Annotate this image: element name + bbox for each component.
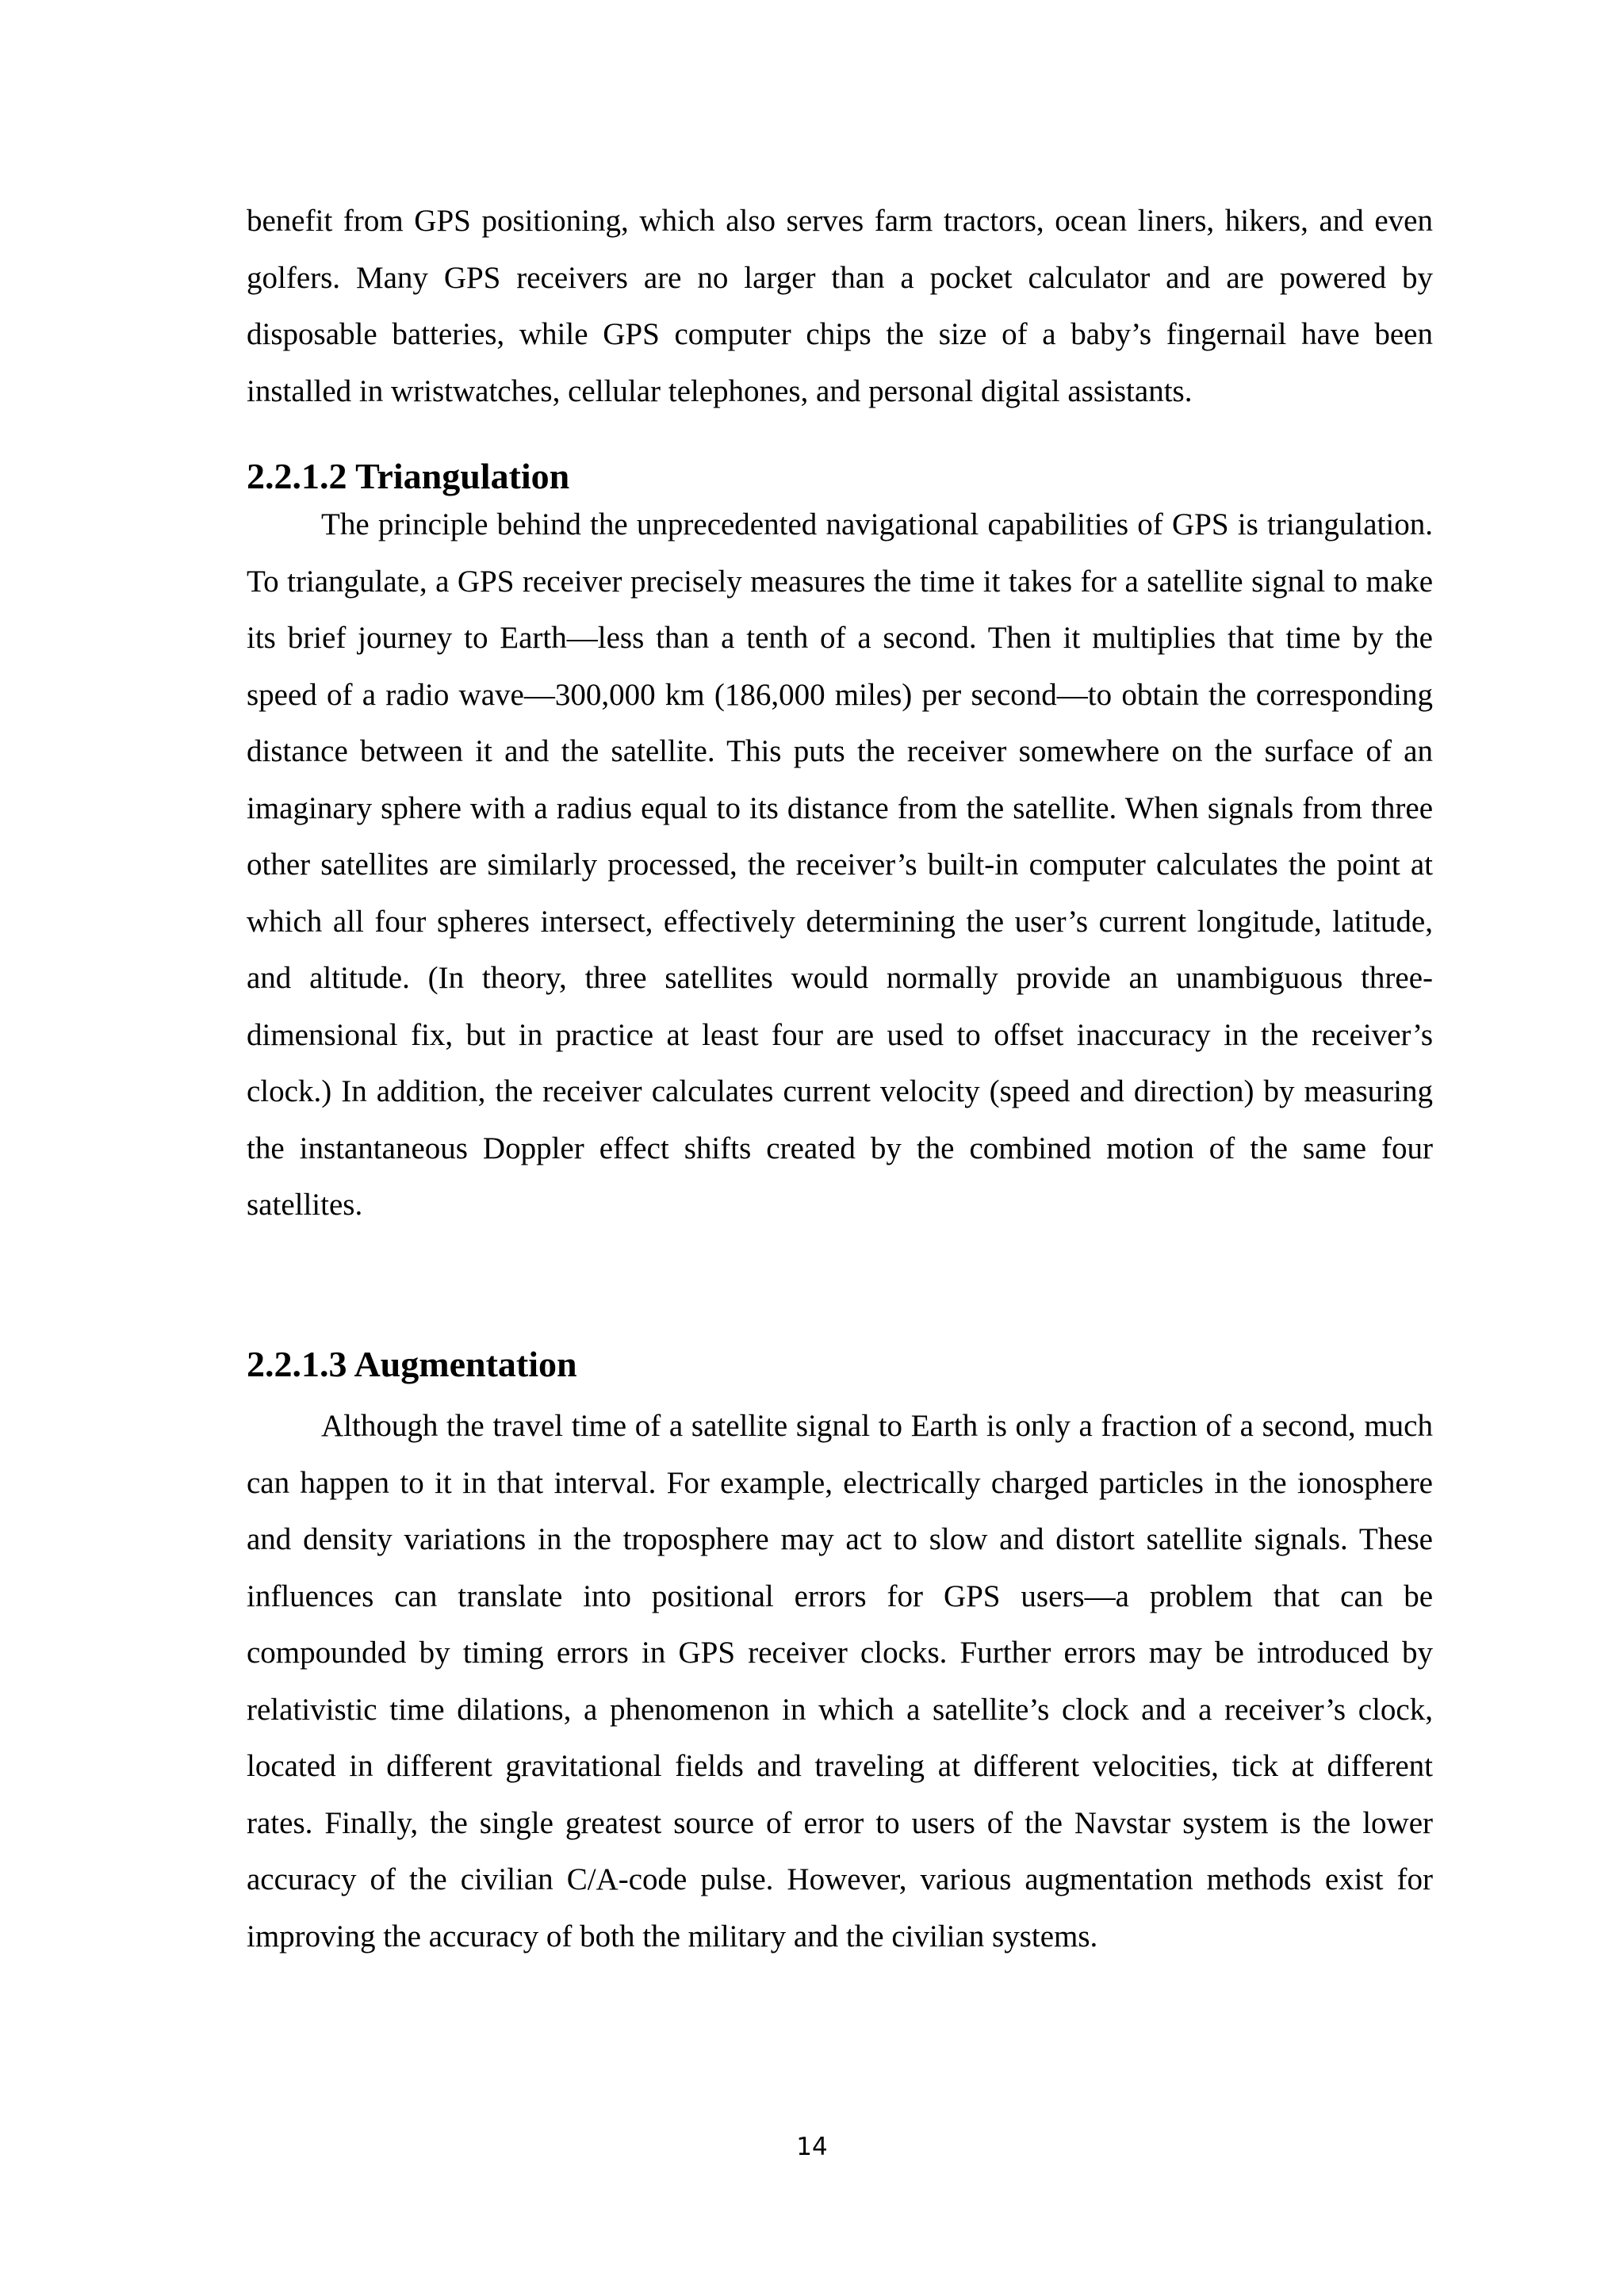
triangulation-paragraph: The principle behind the unprecedented navigational capabilities of GPS is triangulation. To triangulate, a GPS receiver precisely measures the time it takes for a satellite signal to make its brief journey to Earth—less than a tenth of a second. Then it multiplies that time by the speed of a radio wave—300,000 km (186,000 miles) per second—to obtain the corresponding distance between it and the satellite. This puts the receiver somewhere on the surface of an imaginary sphere with a radius equal to its distance from the satellite. When signals from three other satellites are similarly processed, the receiver’s built-in computer calculates the point at which all four spheres intersect, effectively determining the user’s current longitude, latitude, and altitude. (In theory, three satellites would normally provide an unambiguous three-dimensional fix, but in practice at least four are used to offset inaccuracy in the receiver’s clock.) In addition, the receiver calculates current velocity (speed and direction) by measuring the instantaneous Doppler effect shifts created by the combined motion of the same four satellites.	[247, 507, 1433, 1222]
augmentation-paragraph: Although the travel time of a satellite signal to Earth is only a fraction of a second, much can happen to it in that interval. For example, electrically charged particles in the ionosphere and density variations in the troposphere may act to slow and distort satellite signals. These influences can translate into positional errors for GPS users—a problem that can be compounded by timing errors in GPS receiver clocks. Further errors may be introduced by relativistic time dilations, a phenomenon in which a satellite’s clock and a receiver’s clock, located in different gravitational fields and traveling at different velocities, tick at different rates. Finally, the single greatest source of error to users of the Navstar system is the lower accuracy of the civilian C/A-code pulse. However, various augmentation methods exist for improving the accuracy of both the military and the civilian systems.	[247, 1409, 1433, 1954]
page-number: 14	[796, 2133, 828, 2161]
section-heading-augmentation: 2.2.1.3 Augmentation	[247, 1344, 577, 1384]
section-heading-triangulation: 2.2.1.2 Triangulation	[247, 456, 570, 496]
intro-paragraph: benefit from GPS positioning, which also serves farm tractors, ocean liners, hikers, and even golfers. Many GPS receivers are no larger than a pocket calculator and are powered by disposable batteries, while GPS computer chips the size of a baby’s fingernail have been installed in wristwatches, cellular telephones, and personal digital assistants.	[247, 204, 1433, 408]
